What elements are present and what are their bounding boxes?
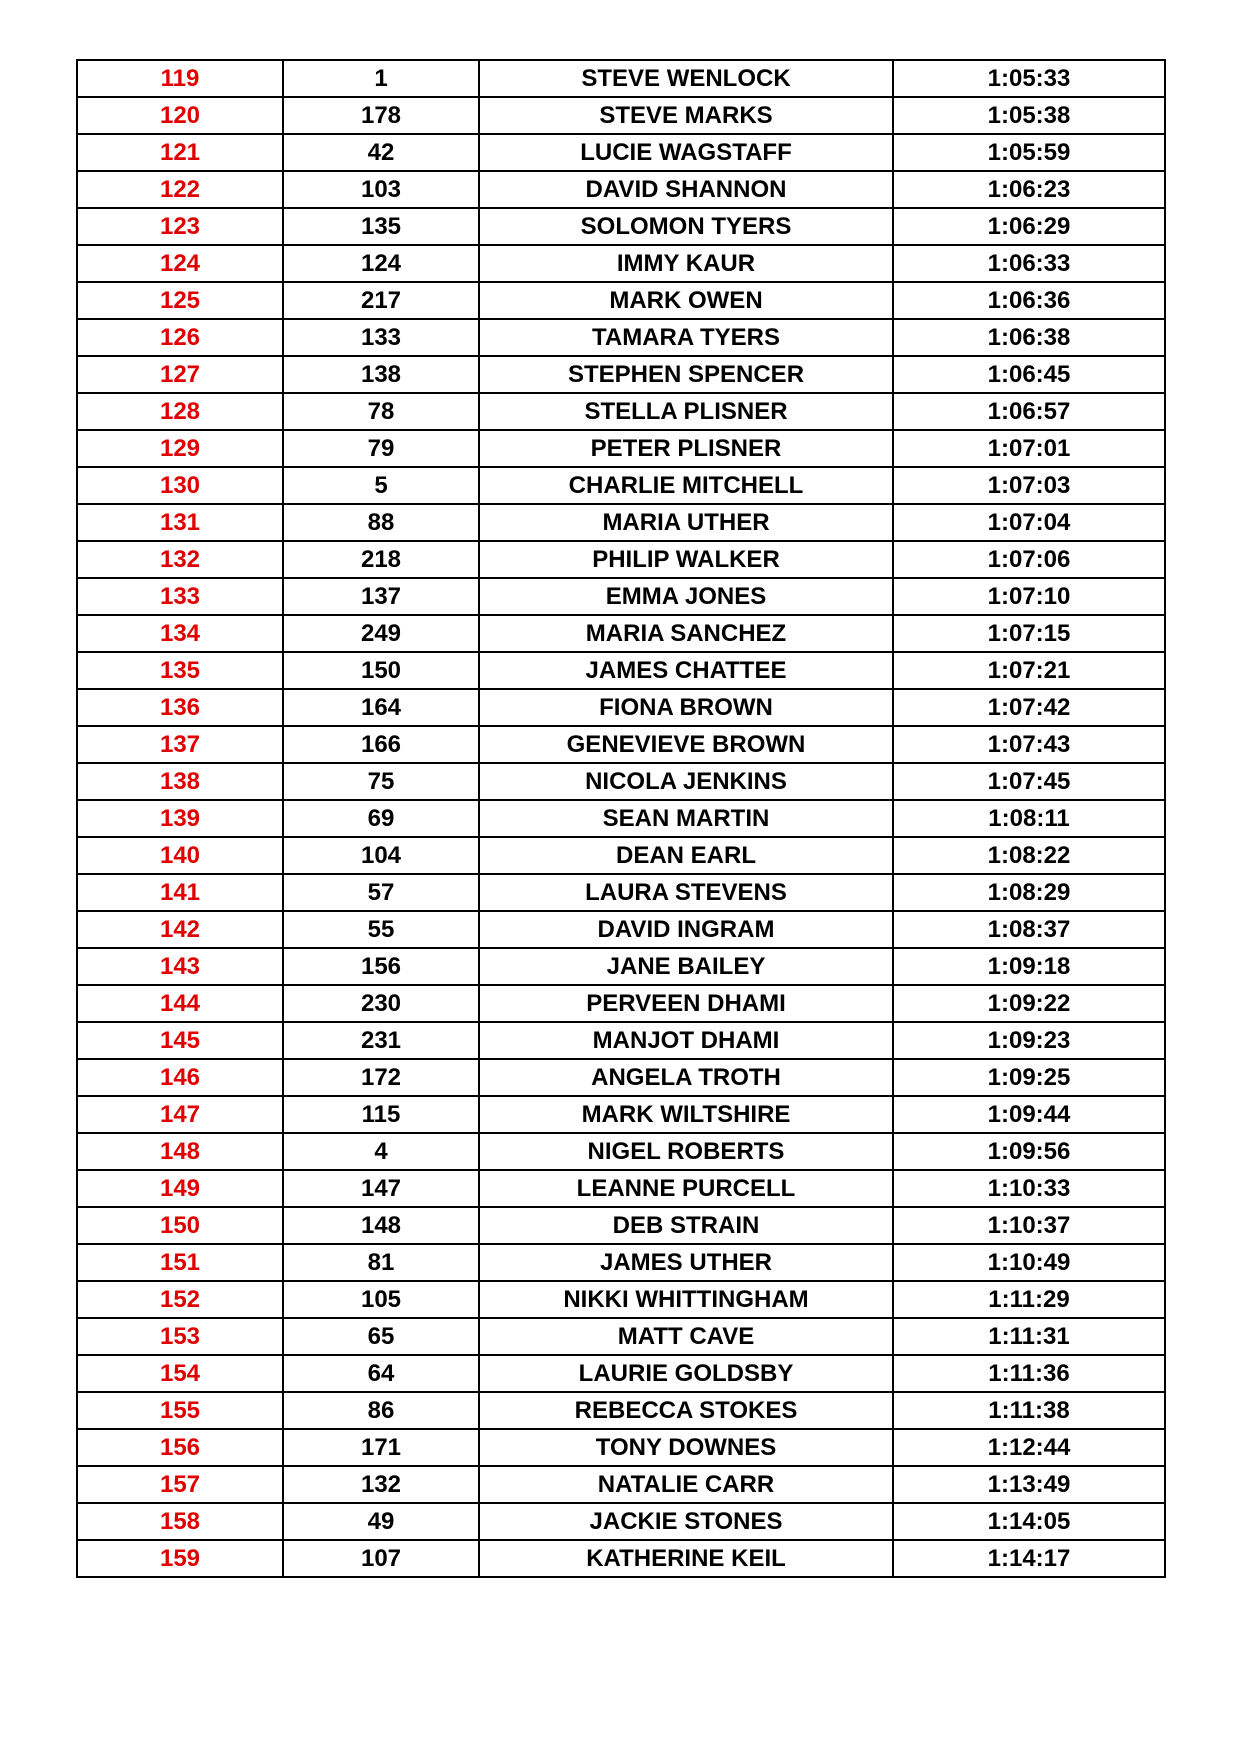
bib-number-cell: 105 [283,1281,479,1318]
bib-number-cell: 49 [283,1503,479,1540]
bib-number-cell: 65 [283,1318,479,1355]
finish-time-cell: 1:08:22 [893,837,1165,874]
table-row [77,911,1165,948]
finish-time-cell: 1:07:43 [893,726,1165,763]
bib-number-cell: 69 [283,800,479,837]
finish-time-cell: 1:08:11 [893,800,1165,837]
finish-time-cell: 1:06:33 [893,245,1165,282]
table-row [77,1022,1165,1059]
finish-time-cell: 1:10:33 [893,1170,1165,1207]
finish-time-cell: 1:06:57 [893,393,1165,430]
runner-name-cell: IMMY KAUR [479,245,893,282]
bib-number-cell: 1 [283,60,479,97]
table-row [77,134,1165,171]
table-row [77,356,1165,393]
position-cell: 151 [77,1244,283,1281]
finish-time-cell: 1:11:31 [893,1318,1165,1355]
position-cell: 131 [77,504,283,541]
bib-number-cell: 172 [283,1059,479,1096]
runner-name-cell: TAMARA TYERS [479,319,893,356]
table-row [77,689,1165,726]
position-cell: 150 [77,1207,283,1244]
runner-name-cell: LUCIE WAGSTAFF [479,134,893,171]
position-cell: 133 [77,578,283,615]
results-table [76,59,1166,1578]
table-row [77,1540,1165,1577]
bib-number-cell: 78 [283,393,479,430]
runner-name-cell: DAVID SHANNON [479,171,893,208]
position-cell: 128 [77,393,283,430]
position-cell: 154 [77,1355,283,1392]
table-row [77,1355,1165,1392]
runner-name-cell: NICOLA JENKINS [479,763,893,800]
table-row [77,726,1165,763]
table-row [77,1503,1165,1540]
position-cell: 153 [77,1318,283,1355]
position-cell: 152 [77,1281,283,1318]
table-row [77,1207,1165,1244]
bib-number-cell: 147 [283,1170,479,1207]
table-row [77,97,1165,134]
table-row [77,763,1165,800]
finish-time-cell: 1:09:22 [893,985,1165,1022]
runner-name-cell: STEVE WENLOCK [479,60,893,97]
position-cell: 127 [77,356,283,393]
bib-number-cell: 135 [283,208,479,245]
bib-number-cell: 133 [283,319,479,356]
bib-number-cell: 104 [283,837,479,874]
finish-time-cell: 1:11:38 [893,1392,1165,1429]
finish-time-cell: 1:11:36 [893,1355,1165,1392]
runner-name-cell: NIGEL ROBERTS [479,1133,893,1170]
finish-time-cell: 1:07:04 [893,504,1165,541]
finish-time-cell: 1:06:38 [893,319,1165,356]
table-row [77,171,1165,208]
table-row [77,430,1165,467]
runner-name-cell: DEB STRAIN [479,1207,893,1244]
position-cell: 139 [77,800,283,837]
table-row [77,208,1165,245]
finish-time-cell: 1:06:29 [893,208,1165,245]
table-row [77,652,1165,689]
bib-number-cell: 103 [283,171,479,208]
finish-time-cell: 1:06:45 [893,356,1165,393]
bib-number-cell: 137 [283,578,479,615]
table-row [77,948,1165,985]
runner-name-cell: LAURA STEVENS [479,874,893,911]
finish-time-cell: 1:09:23 [893,1022,1165,1059]
runner-name-cell: MARIA SANCHEZ [479,615,893,652]
bib-number-cell: 75 [283,763,479,800]
position-cell: 134 [77,615,283,652]
position-cell: 137 [77,726,283,763]
position-cell: 121 [77,134,283,171]
position-cell: 124 [77,245,283,282]
finish-time-cell: 1:05:33 [893,60,1165,97]
runner-name-cell: MANJOT DHAMI [479,1022,893,1059]
runner-name-cell: JACKIE STONES [479,1503,893,1540]
position-cell: 145 [77,1022,283,1059]
finish-time-cell: 1:08:37 [893,911,1165,948]
finish-time-cell: 1:07:21 [893,652,1165,689]
runner-name-cell: JAMES CHATTEE [479,652,893,689]
table-row [77,1392,1165,1429]
runner-name-cell: CHARLIE MITCHELL [479,467,893,504]
position-cell: 147 [77,1096,283,1133]
table-row [77,1429,1165,1466]
position-cell: 123 [77,208,283,245]
bib-number-cell: 230 [283,985,479,1022]
position-cell: 157 [77,1466,283,1503]
bib-number-cell: 86 [283,1392,479,1429]
runner-name-cell: STEVE MARKS [479,97,893,134]
bib-number-cell: 107 [283,1540,479,1577]
finish-time-cell: 1:07:42 [893,689,1165,726]
bib-number-cell: 79 [283,430,479,467]
runner-name-cell: DAVID INGRAM [479,911,893,948]
position-cell: 158 [77,1503,283,1540]
bib-number-cell: 55 [283,911,479,948]
position-cell: 126 [77,319,283,356]
bib-number-cell: 138 [283,356,479,393]
bib-number-cell: 178 [283,97,479,134]
finish-time-cell: 1:07:15 [893,615,1165,652]
position-cell: 149 [77,1170,283,1207]
results-body [77,60,1165,1577]
runner-name-cell: PERVEEN DHAMI [479,985,893,1022]
runner-name-cell: SEAN MARTIN [479,800,893,837]
finish-time-cell: 1:07:01 [893,430,1165,467]
table-row [77,467,1165,504]
table-row [77,1281,1165,1318]
table-row [77,319,1165,356]
table-row [77,504,1165,541]
finish-time-cell: 1:09:44 [893,1096,1165,1133]
finish-time-cell: 1:09:18 [893,948,1165,985]
bib-number-cell: 42 [283,134,479,171]
position-cell: 130 [77,467,283,504]
bib-number-cell: 64 [283,1355,479,1392]
position-cell: 135 [77,652,283,689]
bib-number-cell: 132 [283,1466,479,1503]
runner-name-cell: FIONA BROWN [479,689,893,726]
position-cell: 141 [77,874,283,911]
bib-number-cell: 124 [283,245,479,282]
bib-number-cell: 217 [283,282,479,319]
finish-time-cell: 1:07:03 [893,467,1165,504]
runner-name-cell: MARK OWEN [479,282,893,319]
finish-time-cell: 1:14:17 [893,1540,1165,1577]
finish-time-cell: 1:10:49 [893,1244,1165,1281]
position-cell: 156 [77,1429,283,1466]
runner-name-cell: EMMA JONES [479,578,893,615]
bib-number-cell: 166 [283,726,479,763]
position-cell: 143 [77,948,283,985]
position-cell: 159 [77,1540,283,1577]
bib-number-cell: 156 [283,948,479,985]
finish-time-cell: 1:09:25 [893,1059,1165,1096]
finish-time-cell: 1:11:29 [893,1281,1165,1318]
table-row [77,1133,1165,1170]
bib-number-cell: 115 [283,1096,479,1133]
runner-name-cell: LAURIE GOLDSBY [479,1355,893,1392]
position-cell: 120 [77,97,283,134]
bib-number-cell: 81 [283,1244,479,1281]
runner-name-cell: JANE BAILEY [479,948,893,985]
bib-number-cell: 218 [283,541,479,578]
runner-name-cell: MATT CAVE [479,1318,893,1355]
runner-name-cell: LEANNE PURCELL [479,1170,893,1207]
table-row [77,578,1165,615]
position-cell: 140 [77,837,283,874]
table-row [77,1244,1165,1281]
position-cell: 146 [77,1059,283,1096]
runner-name-cell: GENEVIEVE BROWN [479,726,893,763]
runner-name-cell: ANGELA TROTH [479,1059,893,1096]
runner-name-cell: DEAN EARL [479,837,893,874]
finish-time-cell: 1:05:38 [893,97,1165,134]
bib-number-cell: 249 [283,615,479,652]
bib-number-cell: 148 [283,1207,479,1244]
position-cell: 142 [77,911,283,948]
table-row [77,393,1165,430]
table-row [77,1059,1165,1096]
bib-number-cell: 171 [283,1429,479,1466]
finish-time-cell: 1:12:44 [893,1429,1165,1466]
table-row [77,245,1165,282]
bib-number-cell: 4 [283,1133,479,1170]
runner-name-cell: STELLA PLISNER [479,393,893,430]
bib-number-cell: 88 [283,504,479,541]
runner-name-cell: STEPHEN SPENCER [479,356,893,393]
finish-time-cell: 1:10:37 [893,1207,1165,1244]
table-row [77,615,1165,652]
table-row [77,837,1165,874]
finish-time-cell: 1:09:56 [893,1133,1165,1170]
finish-time-cell: 1:07:10 [893,578,1165,615]
runner-name-cell: NATALIE CARR [479,1466,893,1503]
position-cell: 129 [77,430,283,467]
runner-name-cell: JAMES UTHER [479,1244,893,1281]
bib-number-cell: 5 [283,467,479,504]
position-cell: 138 [77,763,283,800]
finish-time-cell: 1:14:05 [893,1503,1165,1540]
bib-number-cell: 150 [283,652,479,689]
runner-name-cell: PHILIP WALKER [479,541,893,578]
position-cell: 148 [77,1133,283,1170]
table-row [77,1318,1165,1355]
position-cell: 136 [77,689,283,726]
position-cell: 155 [77,1392,283,1429]
runner-name-cell: REBECCA STOKES [479,1392,893,1429]
position-cell: 125 [77,282,283,319]
table-row [77,985,1165,1022]
table-row [77,60,1165,97]
table-row [77,1466,1165,1503]
table-row [77,1096,1165,1133]
runner-name-cell: MARK WILTSHIRE [479,1096,893,1133]
finish-time-cell: 1:06:36 [893,282,1165,319]
table-row [77,1170,1165,1207]
finish-time-cell: 1:13:49 [893,1466,1165,1503]
bib-number-cell: 231 [283,1022,479,1059]
position-cell: 144 [77,985,283,1022]
bib-number-cell: 164 [283,689,479,726]
finish-time-cell: 1:06:23 [893,171,1165,208]
position-cell: 132 [77,541,283,578]
bib-number-cell: 57 [283,874,479,911]
finish-time-cell: 1:08:29 [893,874,1165,911]
runner-name-cell: NIKKI WHITTINGHAM [479,1281,893,1318]
finish-time-cell: 1:07:06 [893,541,1165,578]
table-row [77,800,1165,837]
runner-name-cell: KATHERINE KEIL [479,1540,893,1577]
position-cell: 122 [77,171,283,208]
table-row [77,874,1165,911]
position-cell: 119 [77,60,283,97]
runner-name-cell: MARIA UTHER [479,504,893,541]
runner-name-cell: TONY DOWNES [479,1429,893,1466]
finish-time-cell: 1:07:45 [893,763,1165,800]
table-row [77,282,1165,319]
runner-name-cell: SOLOMON TYERS [479,208,893,245]
finish-time-cell: 1:05:59 [893,134,1165,171]
table-row [77,541,1165,578]
runner-name-cell: PETER PLISNER [479,430,893,467]
